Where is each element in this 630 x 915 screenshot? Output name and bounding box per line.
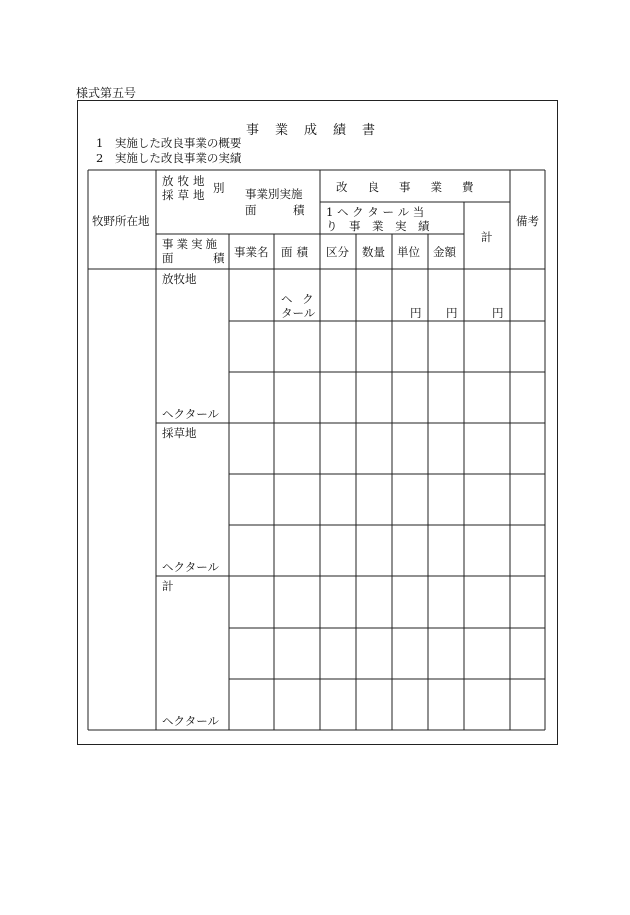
header-unit: 単位 bbox=[397, 245, 420, 259]
group-label-total: 計 bbox=[162, 579, 174, 593]
header-area: 面積 bbox=[281, 245, 312, 259]
group-unit-pasture: ヘクタール bbox=[162, 407, 220, 421]
header-by-project-line3: 積 bbox=[293, 203, 305, 217]
header-per-ha-line2: り 事 業 実 績 bbox=[326, 219, 430, 233]
header-location: 牧野所在地 bbox=[92, 214, 150, 228]
area-unit-line2: タール bbox=[281, 306, 316, 320]
yen-amount: 円 bbox=[446, 306, 458, 320]
document-title: 事業成績書 bbox=[245, 123, 391, 138]
header-type-pasture-text: 放牧地 bbox=[162, 174, 209, 188]
header-impl-area-line3: 積 bbox=[213, 251, 225, 265]
header-remarks: 備考 bbox=[516, 214, 539, 228]
group-label-meadow: 採草地 bbox=[162, 426, 197, 440]
group-label-pasture: 放牧地 bbox=[162, 272, 197, 286]
header-class: 区分 bbox=[326, 245, 349, 259]
document-frame bbox=[77, 100, 558, 745]
yen-total: 円 bbox=[492, 306, 504, 320]
group-unit-meadow: ヘクタール bbox=[162, 560, 220, 574]
header-type-betsu: 別 bbox=[213, 181, 225, 195]
header-type-meadow: 採草地 bbox=[162, 188, 209, 202]
area-unit-line1: ヘ ク bbox=[281, 292, 317, 306]
header-amount: 金額 bbox=[433, 245, 456, 259]
section-2: 2 実施した改良事業の実績 bbox=[96, 151, 242, 165]
header-by-project-line2: 面 bbox=[245, 203, 257, 217]
header-total: 計 bbox=[481, 230, 493, 244]
header-impl-area-line1: 事業実施 bbox=[162, 237, 220, 251]
header-type-pasture bbox=[162, 174, 209, 188]
section-1: 1 実施した改良事業の概要 bbox=[96, 136, 242, 150]
header-per-ha-line1: 1 ヘ ク タ ー ル 当 bbox=[326, 205, 425, 219]
header-impl-area-line2: 面 bbox=[162, 251, 174, 265]
header-project-name: 事業名 bbox=[234, 245, 269, 259]
form-number: 様式第五号 bbox=[76, 86, 137, 100]
header-quantity: 数量 bbox=[362, 245, 385, 259]
header-by-project-line1: 事業別実施 bbox=[245, 187, 303, 201]
yen-unit: 円 bbox=[410, 306, 422, 320]
header-improvement-cost: 改良事業費 bbox=[336, 180, 494, 194]
group-unit-total: ヘクタール bbox=[162, 714, 220, 728]
